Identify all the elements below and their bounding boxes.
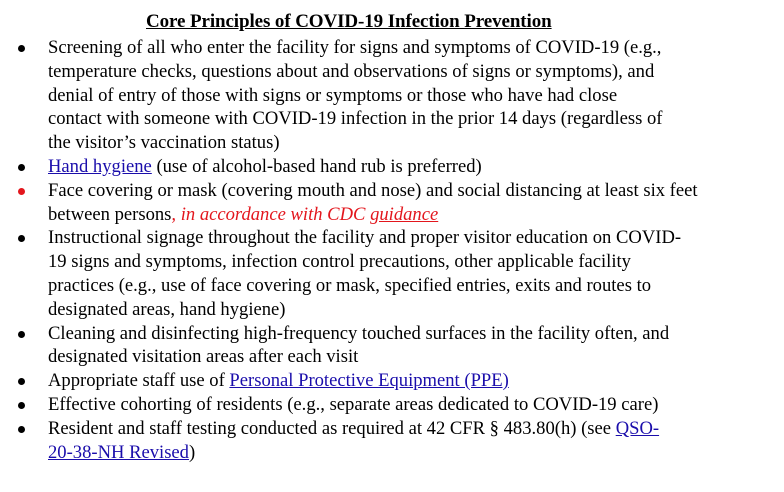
list-item-signage [0,226,784,321]
list-item-text: Instructional signage throughout the facility and proper visitor education on COVID- [48,227,682,249]
list-item-text: contact with someone with COVID-19 infection in the prior 14 days (regardless of [48,108,663,130]
list-item-text: between persons [48,203,172,225]
list-item-text: designated visitation areas after each visit [48,346,359,368]
list-item-text: 19 signs and symptoms, infection control precautions, other applicable facility [48,251,631,273]
bullet-icon [18,45,25,52]
bullet-icon [18,235,25,242]
list-item-text: ) [188,441,196,463]
list-item-text: designated areas, hand hygiene) [48,298,286,320]
list-item-text: denial of entry of those with signs or symptoms or those who have had close [48,84,618,106]
qso-link-continued[interactable]: 20-38-NH Revised [48,441,189,463]
qso-link[interactable]: QSO- [615,417,660,439]
bullet-icon [18,188,25,195]
list-item-face-covering [0,179,784,227]
bullet-icon [18,402,25,409]
bullet-icon [18,378,25,385]
list-item-text: Resident and staff testing conducted as required at 42 CFR § 483.80(h) (see [48,417,616,439]
document-title: Core Principles of COVID-19 Infection Prevention [146,11,552,32]
cdc-guidance-link[interactable]: guidance [370,203,439,225]
list-item-text: (use of alcohol-based hand rub is preferred) [151,155,482,177]
list-item-cleaning [0,322,784,370]
bullet-icon [18,164,25,171]
list-item-text: Face covering or mask (covering mouth and nose) and social distancing at least six feet [48,179,698,201]
ppe-link[interactable]: Personal Protective Equipment (PPE) [229,370,509,392]
list-item-text: Cleaning and disinfecting high-frequency touched surfaces in the facility often, and [48,322,670,344]
cdc-note-text: , in accordance with CDC [171,203,371,225]
list-item-text: temperature checks, questions about and observations of signs or symptoms), and [48,60,655,82]
bullet-icon [18,331,25,338]
list-item-text: practices (e.g., use of face covering or mask, specified entries, exits and routes to [48,274,652,296]
principles-list [0,36,784,464]
list-item-text: Effective cohorting of residents (e.g., separate areas dedicated to COVID-19 care) [48,393,659,415]
bullet-icon [18,426,25,433]
hand-hygiene-link[interactable]: Hand hygiene [48,155,152,177]
list-item-cohorting [0,393,784,417]
list-item-text: the visitor’s vaccination status) [48,132,280,154]
list-item-text: Appropriate staff use of [48,370,230,392]
list-item-text: Screening of all who enter the facility for signs and symptoms of COVID-19 (e.g., [48,37,662,58]
list-item-screening [0,36,784,155]
list-item-ppe [0,369,784,393]
list-item-testing [0,417,784,465]
list-item-hand-hygiene [0,155,784,179]
